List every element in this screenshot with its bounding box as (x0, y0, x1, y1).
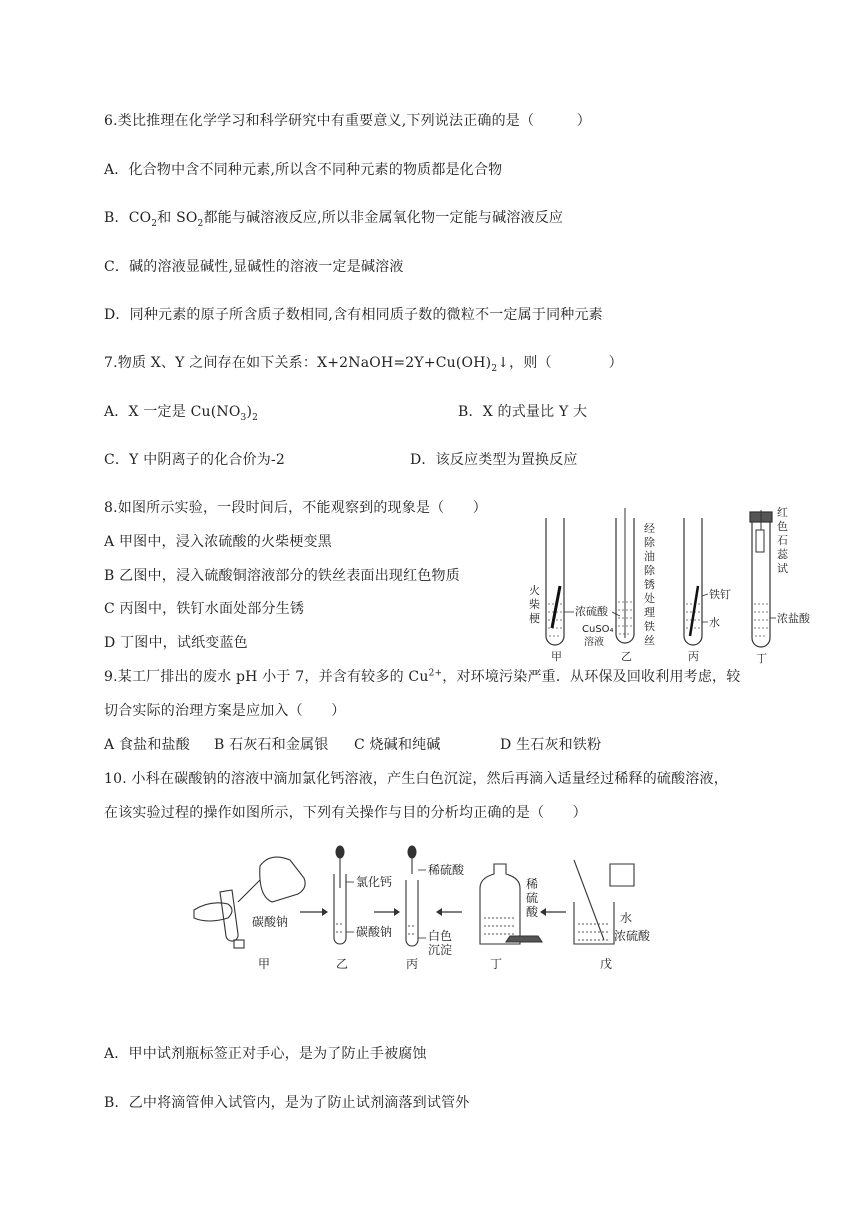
svg-text:除: 除 (644, 564, 655, 577)
svg-text:锈: 锈 (644, 578, 655, 591)
q7-stem: 7.物质 X、Y 之间存在如下关系：$X+2NaOH=2Y+Cu(OH)_2↓$，则（ ） (104, 355, 623, 374)
bing-water-label: 水 (709, 616, 720, 629)
jia-test-tube (546, 518, 564, 645)
yi-na2co3-label: 碳酸钠 (356, 925, 393, 939)
caption-jia: 甲 (551, 650, 562, 663)
q9-option-b: B 石灰石和金属银 (214, 737, 329, 753)
svg-text:理: 理 (644, 606, 655, 619)
q6-option-c: C．碱的溶液显碱性,显碱性的溶液一定是碱溶液 (104, 259, 404, 275)
q9-stem-line1: 9.某工厂排出的废水 pH 小于 7，并含有较多的 $Cu^{2+}$，对环境污染严重．从环保及回收利用考虑，较 (104, 668, 741, 685)
svg-text:油: 油 (644, 550, 655, 563)
jia-na2co3-label: 碳酸钠 (252, 915, 289, 929)
q10-option-b: B．乙中将滴管伸入试管内，是为了防止试剂滴落到试管外 (104, 1095, 470, 1111)
q10-figure (190, 840, 680, 976)
q8-option-a: A 甲图中，浸入浓硫酸的火柴梗变黑 (104, 534, 332, 550)
iron-nail (690, 586, 698, 636)
caption-ding: 丁 (756, 652, 767, 665)
caption-bing: 丙 (406, 957, 419, 971)
q9-option-d: D 生石灰和铁粉 (500, 737, 602, 753)
q8-option-b: B 乙图中，浸入硫酸铜溶液部分的铁丝表面出现红色物质 (104, 568, 460, 584)
caption-ding: 丁 (490, 957, 503, 971)
caption-yi: 乙 (621, 650, 632, 663)
svg-text:除: 除 (644, 536, 655, 549)
q8-stem: 8.如图所示实验，一段时间后，不能观察到的现象是（ ） (104, 500, 487, 516)
bing-nail-label: 铁钉 (709, 588, 731, 601)
jia-label-2: 柴 (529, 598, 540, 611)
q7-option-d: D．该反应类型为置换反应 (410, 452, 578, 468)
svg-text:红: 红 (777, 506, 788, 519)
q8-figure (524, 500, 814, 666)
yi-cacl2-label: 氯化钙 (356, 875, 393, 889)
bing-white-label: 白色 (428, 929, 453, 943)
q10-stem-line1: 10. 小科在碳酸钠的溶液中滴加氯化钙溶液，产生白色沉淀，然后再滴入适量经过稀释的硫酸溶液， (104, 771, 728, 787)
yi-cuso4-label: CuSO₄ (582, 624, 614, 635)
bing-dilute-acid-label: 稀硫酸 (428, 863, 465, 877)
caption-bing: 丙 (688, 650, 699, 663)
q7-option-b: B．X 的式量比 Y 大 (458, 404, 588, 420)
jia-pouring-apparatus (194, 857, 305, 948)
svg-text:经: 经 (644, 522, 655, 535)
q9-stem-line2: 切合实际的治理方案是应加入（ ） (104, 703, 346, 719)
svg-text:酸: 酸 (526, 905, 539, 919)
svg-text:铁: 铁 (644, 620, 655, 633)
bing-precipitate-label: 沉淀 (428, 943, 453, 957)
q7-option-c: C．Y 中阴离子的化合价为-2 (104, 452, 286, 468)
svg-text:硫: 硫 (526, 891, 539, 905)
svg-text:色: 色 (777, 520, 788, 533)
q6-option-d: D．同种元素的原子所含质子数相同,含有相同质子数的微粒不一定属于同种元素 (104, 307, 603, 323)
svg-text:蕊: 蕊 (777, 548, 788, 561)
svg-text:稀: 稀 (526, 877, 539, 891)
jia-label-1: 火 (529, 584, 540, 597)
caption-yi: 乙 (336, 957, 349, 971)
q6-stem: 6.类比推理在化学学习和科学研究中有重要意义,下列说法正确的是（ ） (104, 113, 592, 129)
q7-option-a: A．X 一定是 $Cu(NO_3)_2$ (104, 404, 259, 423)
litmus-paper (756, 530, 764, 552)
jia-label-3: 梗 (529, 612, 540, 625)
yi-solution-label: 溶液 (584, 637, 604, 648)
yi-tube-dropper (334, 846, 346, 944)
q8-option-d: D 丁图中，试纸变蓝色 (104, 635, 248, 651)
wu-conc-acid-label: 浓硫酸 (614, 929, 651, 943)
q9-option-a: A 食盐和盐酸 (104, 737, 190, 753)
matchstick (552, 586, 560, 628)
jia-acid-label: 浓硫酸 (575, 605, 608, 618)
svg-text:石: 石 (777, 534, 788, 547)
svg-text:处: 处 (644, 592, 655, 605)
q9-option-c: C 烧碱和纯碱 (354, 737, 441, 753)
q6-option-b: B．$CO_2$和 $SO_2$都能与碱溶液反应,所以非金属氧化物一定能与碱溶液反应 (104, 210, 564, 229)
svg-text:丝: 丝 (644, 634, 655, 647)
wu-water-label: 水 (620, 911, 633, 925)
caption-wu: 戊 (600, 957, 613, 971)
ding-acid-label: 浓盐酸 (777, 612, 810, 625)
q6-option-a: A．化合物中含不同种元素,所以含不同种元素的物质都是化合物 (104, 162, 503, 178)
q10-option-a: A．甲中试剂瓶标签正对手心，是为了防止手被腐蚀 (104, 1046, 427, 1062)
bing-tube-dropper (406, 846, 418, 946)
bing-test-tube (684, 518, 702, 645)
q8-option-c: C 丙图中，铁钉水面处部分生锈 (104, 601, 305, 617)
caption-jia: 甲 (258, 957, 271, 971)
svg-text:试: 试 (777, 562, 788, 575)
q10-stem-line2: 在该实验过程的操作如图所示，下列有关操作与目的分析均正确的是（ ） (104, 805, 587, 821)
